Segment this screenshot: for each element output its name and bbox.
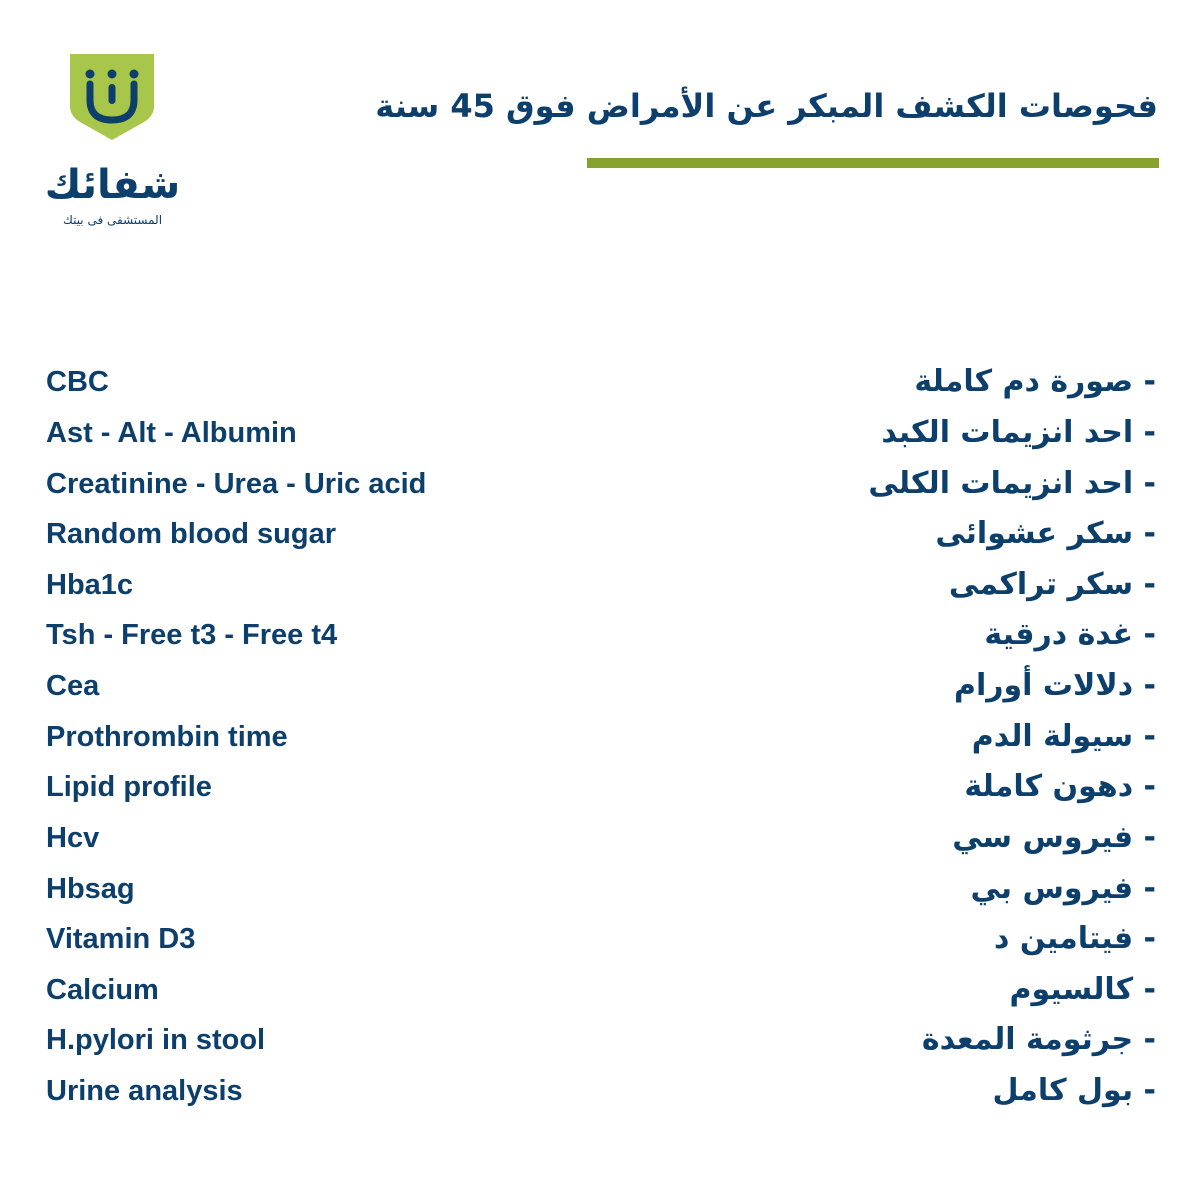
test-name-en: Tsh - Free t3 - Free t4 — [46, 619, 338, 651]
page-title: فحوصات الكشف المبكر عن الأمراض فوق 45 سنة — [375, 87, 1158, 125]
test-name-en: CBC — [46, 366, 109, 398]
test-name-ar: - كالسيوم — [1009, 972, 1156, 1007]
test-name-ar: - دلالات أورام — [953, 668, 1156, 703]
test-name-ar: - احد انزيمات الكلى — [868, 466, 1156, 501]
list-item — [0, 914, 1200, 964]
test-name-ar: - احد انزيمات الكبد — [881, 415, 1156, 450]
test-name-en: Prothrombin time — [46, 721, 288, 753]
test-name-ar: - سكر عشوائى — [935, 516, 1156, 551]
list-item — [0, 459, 1200, 509]
list-item — [0, 610, 1200, 660]
list-item — [0, 965, 1200, 1015]
list-item — [0, 762, 1200, 812]
test-name-en: Vitamin D3 — [46, 923, 196, 955]
test-name-ar: - سيولة الدم — [971, 719, 1156, 754]
test-name-en: Cea — [46, 670, 100, 702]
test-name-en: H.pylori in stool — [46, 1024, 266, 1056]
test-name-en: Ast - Alt - Albumin — [46, 417, 297, 449]
list-item — [0, 357, 1200, 407]
list-item — [0, 509, 1200, 559]
list-item — [0, 1066, 1200, 1116]
test-name-en: Random blood sugar — [46, 518, 336, 550]
test-name-en: Hba1c — [46, 569, 134, 601]
brand-name: شفائك — [44, 162, 181, 208]
list-item — [0, 1015, 1200, 1065]
test-name-en: Hcv — [46, 822, 100, 854]
test-name-en: Creatinine - Urea - Uric acid — [46, 468, 427, 500]
test-name-en: Lipid profile — [46, 771, 212, 803]
test-name-ar: - فيروس سي — [952, 820, 1156, 855]
list-item — [0, 661, 1200, 711]
test-name-ar: - فيتامين د — [994, 921, 1156, 956]
test-name-ar: - جرثومة المعدة — [921, 1022, 1156, 1057]
test-name-ar: - غدة درقية — [984, 617, 1156, 652]
test-name-en: Calcium — [46, 974, 159, 1006]
test-name-en: Hbsag — [46, 873, 135, 905]
test-name-ar: - دهون كاملة — [964, 769, 1156, 804]
list-item — [0, 712, 1200, 762]
list-item — [0, 864, 1200, 914]
test-name-ar: - فيروس بي — [970, 871, 1156, 906]
list-item — [0, 813, 1200, 863]
test-name-ar: - سكر تراكمى — [948, 567, 1156, 602]
brand-tagline: المستشفى فى بيتك — [62, 213, 163, 227]
test-name-ar: - بول كامل — [992, 1073, 1156, 1108]
title-accent-bar — [587, 158, 1159, 168]
list-item — [0, 560, 1200, 610]
smiley-shield-icon — [70, 54, 154, 140]
list-item — [0, 408, 1200, 458]
test-name-ar: - صورة دم كاملة — [914, 364, 1156, 399]
test-name-en: Urine analysis — [46, 1075, 243, 1107]
